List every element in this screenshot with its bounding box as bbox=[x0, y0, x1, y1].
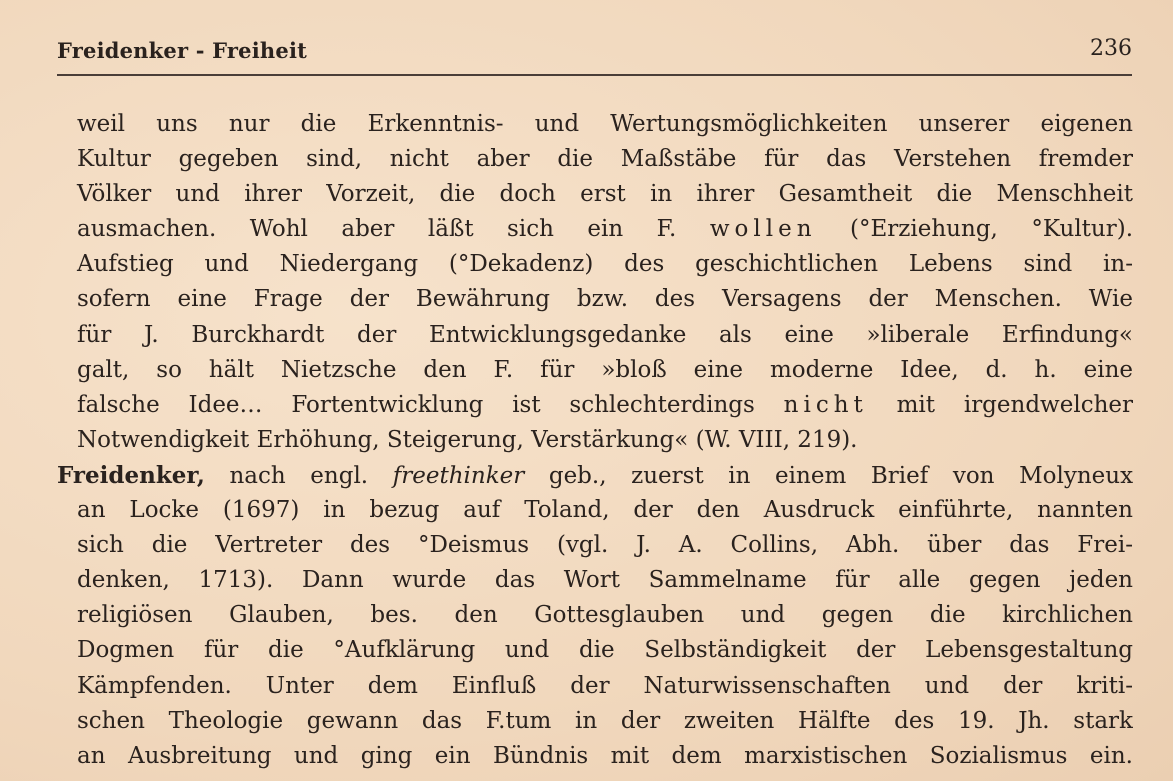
italic-term: freethinker bbox=[392, 462, 525, 489]
running-head-title: Freidenker - Freiheit bbox=[57, 38, 308, 63]
text-line: sich die Vertreter des °Deismus (vgl. J. A. Collins, Abh. über das Frei- bbox=[77, 532, 1133, 559]
text-line: schen Theologie gewann das F.tum in der zweiten Hälfte des 19. Jh. stark bbox=[77, 707, 1133, 734]
spaced-emphasis: nicht bbox=[783, 391, 868, 418]
text-line: Notwendigkeit Erhöhung, Steigerung, Verstärkung« (W. VIII, 219). bbox=[77, 426, 858, 453]
text-line: religiösen Glauben, bes. den Gottesglauben und gegen die kirchlichen bbox=[77, 602, 1133, 629]
text-line: Kultur gegeben sind, nicht aber die Maßstäbe für das Verstehen fremder bbox=[77, 146, 1133, 173]
text-line: Völker und ihrer Vorzeit, die doch erst in ihrer Gesamtheit die Menschheit bbox=[77, 181, 1133, 208]
text-line: Aufstieg und Niedergang (°Dekadenz) des geschichtlichen Lebens sind in- bbox=[77, 251, 1133, 278]
running-header bbox=[57, 30, 1132, 76]
text-line: an Locke (1697) in bezug auf Toland, der den Ausdruck einführte, nannten bbox=[77, 497, 1133, 524]
text-line: galt, so hält Nietzsche den F. für »bloß eine moderne Idee, d. h. eine bbox=[77, 356, 1133, 383]
text-segment: ausmachen. Wohl aber läßt sich ein F. bbox=[77, 216, 677, 243]
text-line bbox=[57, 388, 1133, 423]
page-number: 236 bbox=[1090, 36, 1132, 61]
text-line: sofern eine Frage der Bewährung bzw. des Versagens der Menschen. Wie bbox=[77, 286, 1133, 313]
text-segment: geb., zuerst in einem Brief von Molyneux bbox=[548, 462, 1133, 489]
text-line: Kämpfenden. Unter dem Einfluß der Naturwissenschaften und der kriti- bbox=[77, 672, 1133, 699]
text-line bbox=[57, 212, 1133, 247]
page-body bbox=[57, 107, 1133, 774]
text-line: Dogmen für die °Aufklärung und die Selbständigkeit der Lebensgestaltung bbox=[77, 637, 1133, 664]
text-line: an Ausbreitung und ging ein Bündnis mit dem marxistischen Sozialismus ein. bbox=[77, 742, 1133, 769]
text-line: weil uns nur die Erkenntnis- und Wertungsmöglichkeiten unserer eigenen bbox=[77, 111, 1133, 137]
text-segment: nach engl. bbox=[229, 462, 369, 489]
text-segment: mit irgendwelcher bbox=[896, 391, 1133, 418]
spaced-emphasis: wollen bbox=[709, 216, 817, 243]
text-segment: (°Erziehung, °Kultur). bbox=[850, 216, 1133, 243]
entry-lemma: Freidenker, bbox=[57, 461, 205, 489]
text-line: für J. Burckhardt der Entwicklungsgedanke als eine »liberale Erfindung« bbox=[77, 321, 1133, 348]
entry-first-line bbox=[57, 458, 1133, 493]
text-segment: falsche Idee… Fortentwicklung ist schlechterdings bbox=[77, 391, 755, 418]
text-line: denken, 1713). Dann wurde das Wort Sammelname für alle gegen jeden bbox=[77, 567, 1133, 594]
